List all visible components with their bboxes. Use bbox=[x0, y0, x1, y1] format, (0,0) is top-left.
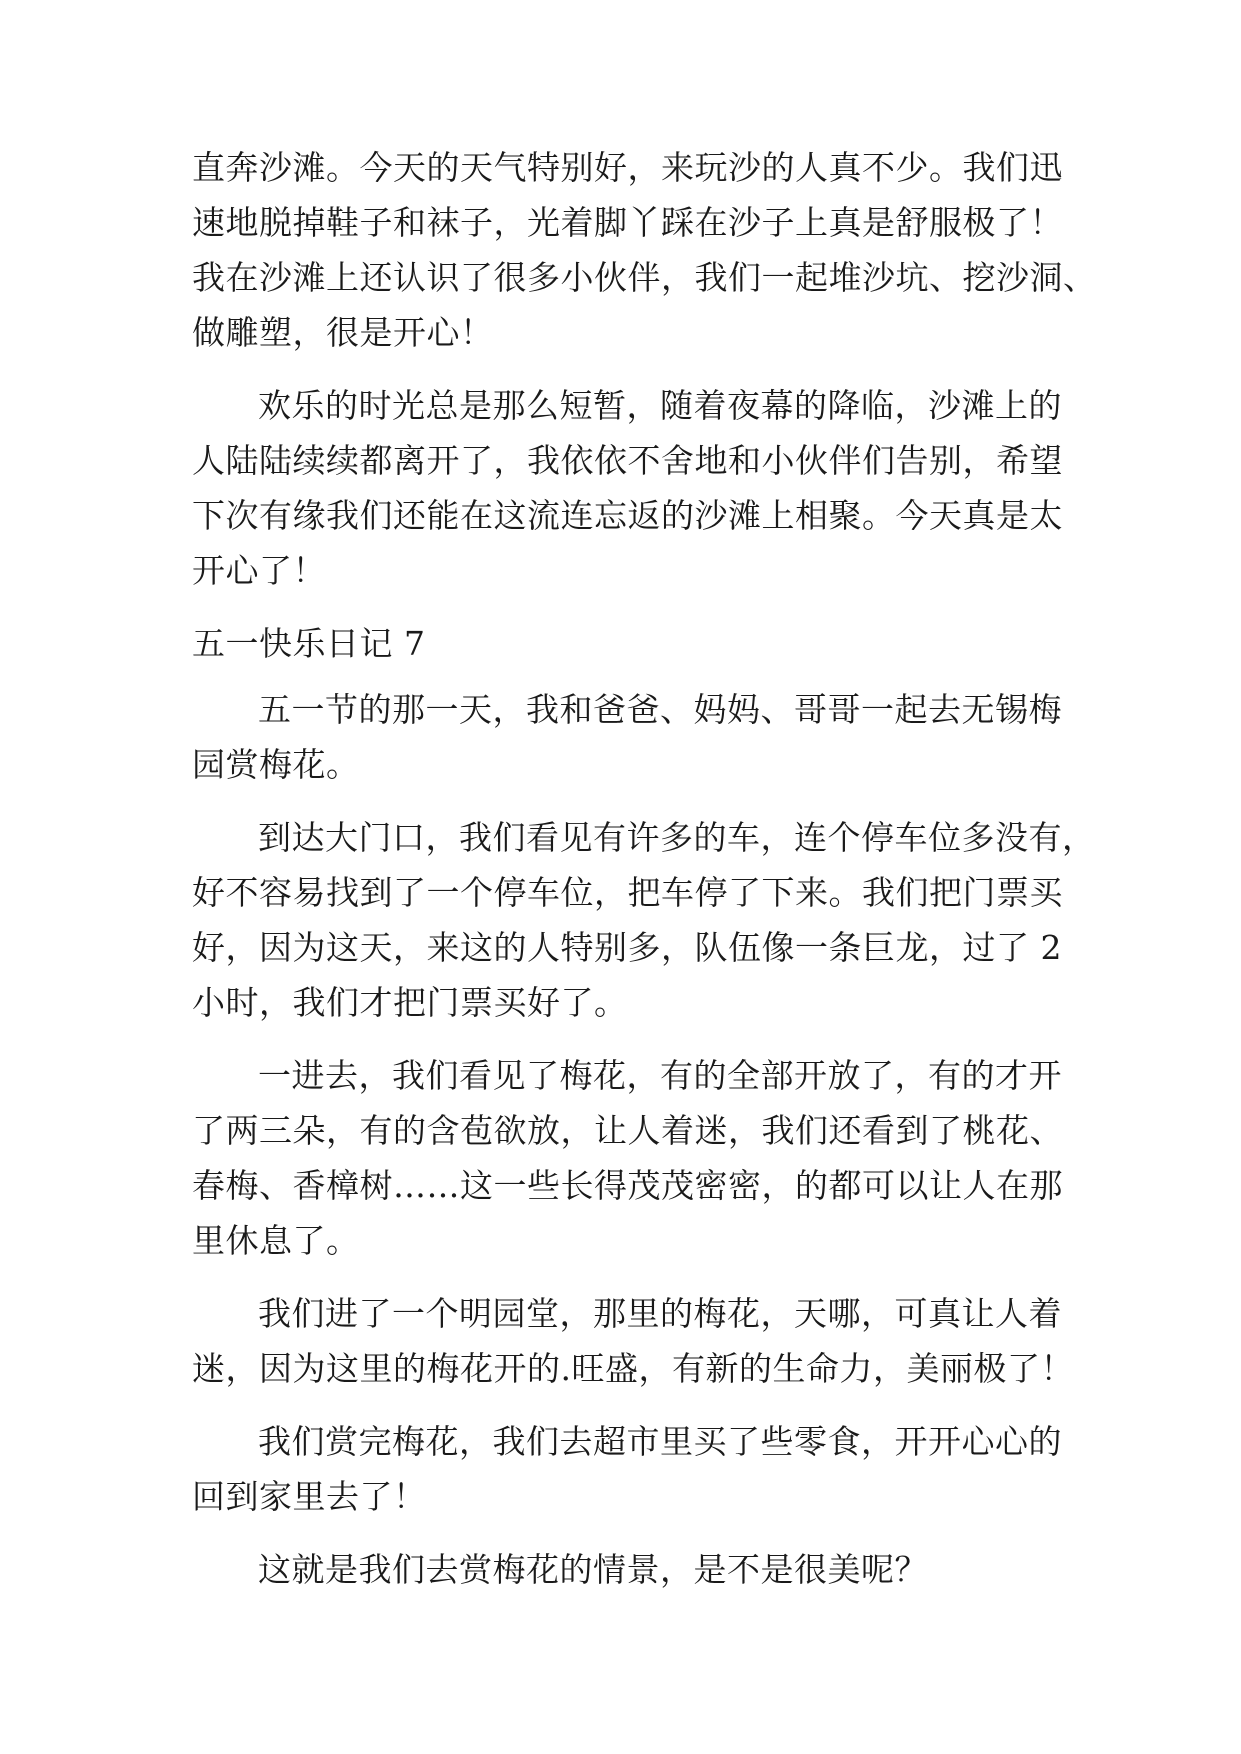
text-line: 好，因为这天，来这的人特别多，队伍像一条巨龙，过了 2 bbox=[192, 928, 1062, 967]
paragraph-start-line: 这就是我们去赏梅花的情景，是不是很美呢？ bbox=[258, 1550, 928, 1589]
text-line: 里休息了。 bbox=[192, 1221, 360, 1260]
paragraph-start-line: 我们赏完梅花，我们去超市里买了些零食，开开心心的 bbox=[258, 1422, 1062, 1461]
text-line: 人陆陆续续都离开了，我依依不舍地和小伙伴们告别，希望 bbox=[192, 441, 1063, 480]
paragraph-start-line: 我们进了一个明园堂，那里的梅花，天哪，可真让人着 bbox=[258, 1294, 1062, 1333]
text-line: 春梅、香樟树……这一些长得茂茂密密，的都可以让人在那 bbox=[192, 1166, 1063, 1205]
section-heading: 五一快乐日记 7 bbox=[192, 624, 426, 663]
text-line: 园赏梅花。 bbox=[192, 745, 360, 784]
text-line: 了两三朵，有的含苞欲放，让人着迷，我们还看到了桃花、 bbox=[192, 1111, 1063, 1150]
text-line: 速地脱掉鞋子和袜子，光着脚丫踩在沙子上真是舒服极了！ bbox=[192, 203, 1063, 242]
text-line: 回到家里去了！ bbox=[192, 1477, 427, 1516]
paragraph-start-line: 五一节的那一天，我和爸爸、妈妈、哥哥一起去无锡梅 bbox=[258, 690, 1062, 729]
text-line: 开心了！ bbox=[192, 551, 326, 590]
text-line: 我在沙滩上还认识了很多小伙伴，我们一起堆沙坑、挖沙洞、 bbox=[192, 258, 1097, 297]
text-line: 下次有缘我们还能在这流连忘返的沙滩上相聚。今天真是太 bbox=[192, 496, 1063, 535]
text-line: 小时，我们才把门票买好了。 bbox=[192, 983, 628, 1022]
paragraph-start-line: 欢乐的时光总是那么短暂，随着夜幕的降临，沙滩上的 bbox=[258, 386, 1062, 425]
text-line: 好不容易找到了一个停车位，把车停了下来。我们把门票买 bbox=[192, 873, 1063, 912]
paragraph-start-line: 一进去，我们看见了梅花，有的全部开放了，有的才开 bbox=[258, 1056, 1062, 1095]
text-line: 迷，因为这里的梅花开的.旺盛，有新的生命力，美丽极了！ bbox=[192, 1349, 1074, 1388]
text-line: 直奔沙滩。今天的天气特别好，来玩沙的人真不少。我们迅 bbox=[192, 148, 1063, 187]
text-line: 做雕塑，很是开心！ bbox=[192, 313, 494, 352]
paragraph-start-line: 到达大门口，我们看见有许多的车，连个停车位多没有， bbox=[258, 818, 1096, 857]
